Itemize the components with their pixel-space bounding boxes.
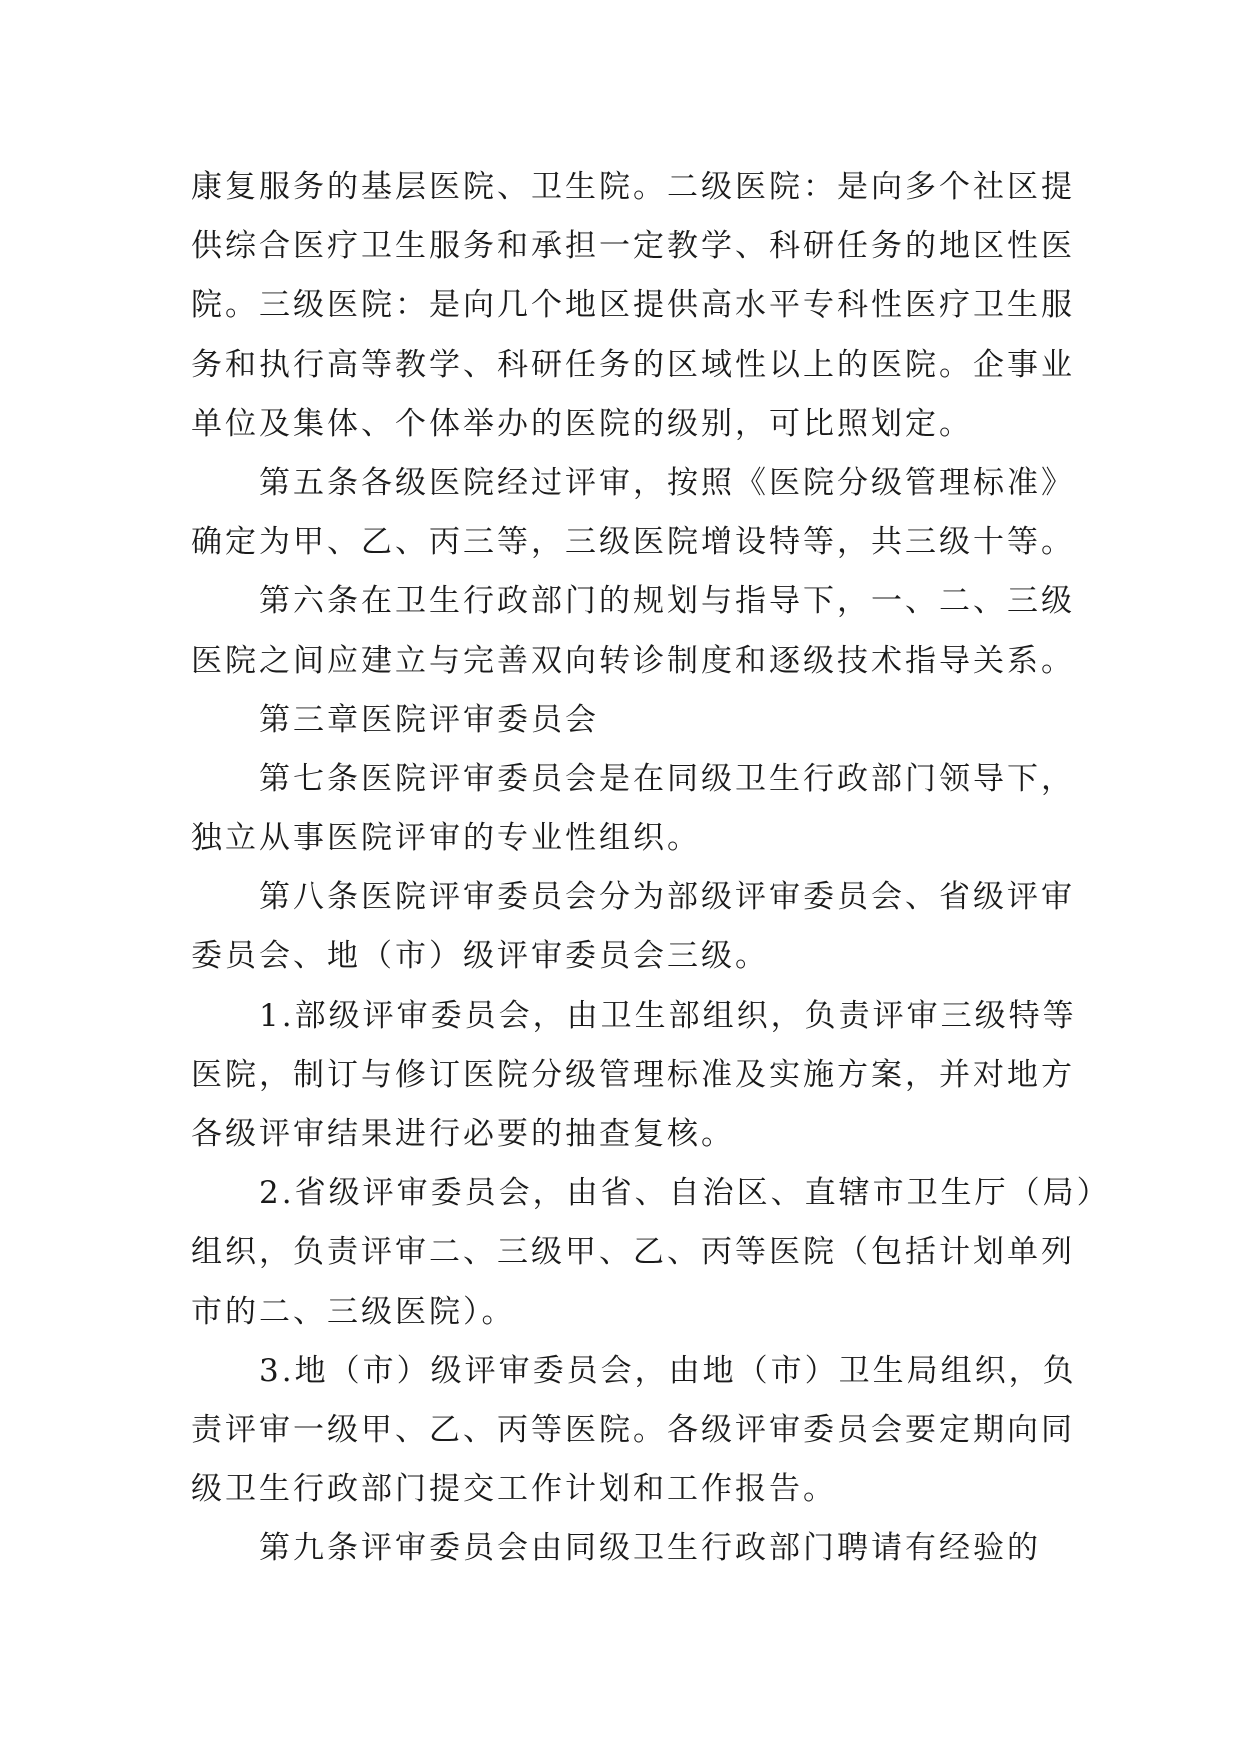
paragraph-line: 康复服务的基层医院、卫生院。二级医院：是向多个社区提 <box>191 169 1075 205</box>
paragraph-line: 医院之间应建立与完善双向转诊制度和逐级技术指导关系。 <box>191 642 1075 679</box>
paragraph-first-line: 2.省级评审委员会，由省、自治区、直辖市卫生厅（局） <box>259 1175 1111 1212</box>
paragraph-first-line: 第三章医院评审委员会 <box>259 701 599 738</box>
paragraph-line: 单位及集体、个体举办的医院的级别，可比照划定。 <box>191 405 973 442</box>
paragraph-line: 委员会、地（市）级评审委员会三级。 <box>191 938 769 975</box>
paragraph-first-line: 1.部级评审委员会，由卫生部组织，负责评审三级特等 <box>259 997 1077 1034</box>
paragraph-line: 责评审一级甲、乙、丙等医院。各级评审委员会要定期向同 <box>191 1411 1075 1448</box>
paragraph-first-line: 第五条各级医院经过评审，按照《医院分级管理标准》 <box>259 464 1075 501</box>
paragraph-line: 确定为甲、乙、丙三等，三级医院增设特等，共三级十等。 <box>191 524 1075 561</box>
paragraph-first-line: 3.地（市）级评审委员会，由地（市）卫生局组织，负 <box>259 1352 1077 1389</box>
paragraph-line: 组织，负责评审二、三级甲、乙、丙等医院（包括计划单列 <box>191 1234 1075 1271</box>
paragraph-line: 务和执行高等教学、科研任务的区域性以上的医院。企事业 <box>191 346 1075 383</box>
paragraph-line: 级卫生行政部门提交工作计划和工作报告。 <box>191 1471 837 1508</box>
paragraph-line: 供综合医疗卫生服务和承担一定教学、科研任务的地区性医 <box>191 228 1075 265</box>
paragraph-line: 医院，制订与修订医院分级管理标准及实施方案，并对地方 <box>191 1056 1075 1093</box>
paragraph-line: 院。三级医院：是向几个地区提供高水平专科性医疗卫生服 <box>191 287 1075 324</box>
document-body <box>191 158 1111 1579</box>
paragraph-line: 市的二、三级医院）。 <box>191 1293 516 1330</box>
paragraph-line: 独立从事医院评审的专业性组织。 <box>191 820 701 857</box>
paragraph-first-line: 第七条医院评审委员会是在同级卫生行政部门领导下， <box>259 760 1075 797</box>
paragraph-first-line: 第九条评审委员会由同级卫生行政部门聘请有经验的 <box>259 1530 1041 1567</box>
paragraph-first-line: 第八条医院评审委员会分为部级评审委员会、省级评审 <box>259 879 1075 916</box>
paragraph-first-line: 第六条在卫生行政部门的规划与指导下，一、二、三级 <box>259 583 1075 620</box>
paragraph-line: 各级评审结果进行必要的抽查复核。 <box>191 1116 735 1152</box>
